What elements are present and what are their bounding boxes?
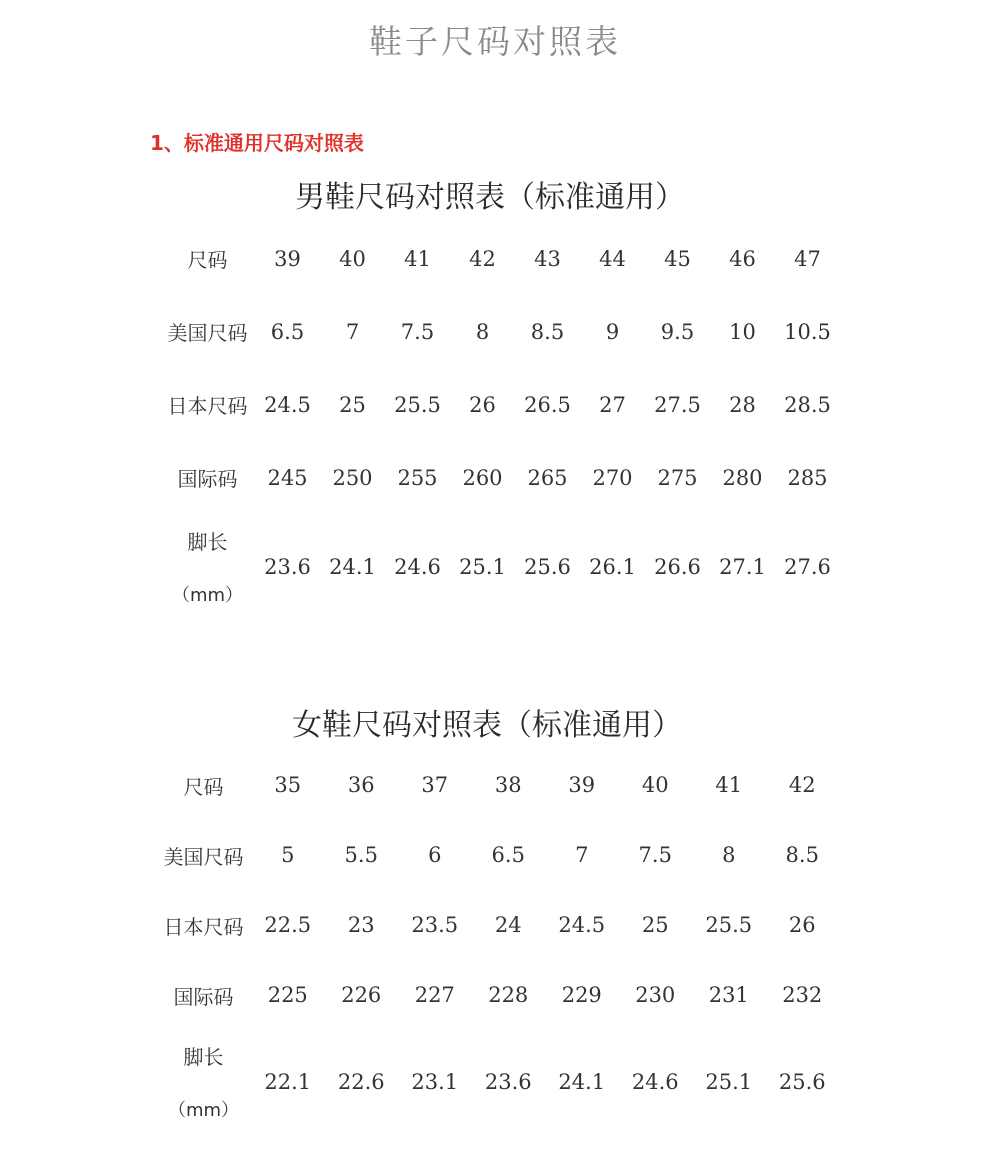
table-cell: 25.6 xyxy=(778,1069,826,1094)
table-cell: 23.1 xyxy=(411,1069,459,1094)
table-cell: 24.6 xyxy=(631,1069,679,1094)
table-cell: 37 xyxy=(421,773,449,797)
table-cell: 260 xyxy=(462,465,503,490)
section-heading: 1、标准通用尺码对照表 xyxy=(150,131,364,155)
row-label-text: 国际码 xyxy=(177,467,238,491)
table-cell: 25.1 xyxy=(705,1069,753,1094)
row-label xyxy=(156,750,251,820)
table-cell: 43 xyxy=(534,246,561,271)
table-cell: 245 xyxy=(267,465,308,490)
table-cell: 41 xyxy=(715,773,743,797)
row-label xyxy=(156,960,251,1030)
table-cell: 46 xyxy=(729,246,756,271)
table-cell: 8 xyxy=(475,319,490,344)
table-cell: 226 xyxy=(341,983,382,1007)
table-cell: 42 xyxy=(469,246,496,271)
table-cell: 230 xyxy=(635,983,676,1007)
table-cell: 39 xyxy=(274,246,301,271)
table-row xyxy=(156,890,839,960)
women-table-title: 女鞋尺码对照表（标准通用） xyxy=(292,708,682,743)
row-label xyxy=(156,820,251,890)
table-row xyxy=(160,222,840,295)
men-size-table xyxy=(160,222,840,619)
table-cell: 23.6 xyxy=(264,554,311,579)
page-title: 鞋子尺码对照表 xyxy=(369,22,621,61)
table-cell: 9.5 xyxy=(660,319,695,344)
table-cell: 26 xyxy=(788,913,816,937)
row-label-text: 美国尺码 xyxy=(167,321,248,345)
table-cell: 26 xyxy=(469,392,496,417)
table-row xyxy=(156,960,839,1030)
row-label-text: 尺码 xyxy=(183,774,224,799)
table-cell: 22.1 xyxy=(264,1069,312,1094)
row-label xyxy=(156,1030,251,1133)
women-size-table xyxy=(156,750,839,1133)
table-cell: 25.1 xyxy=(459,554,506,579)
table-cell: 231 xyxy=(708,983,749,1007)
table-cell: 24.5 xyxy=(558,913,606,937)
table-cell: 40 xyxy=(641,773,669,797)
table-cell: 227 xyxy=(414,983,455,1007)
table-cell: 232 xyxy=(782,983,823,1007)
table-row xyxy=(160,514,840,619)
table-cell: 39 xyxy=(568,773,596,797)
table-cell: 26.5 xyxy=(524,392,571,417)
table-cell: 23.6 xyxy=(484,1069,532,1094)
table-cell: 45 xyxy=(664,246,691,271)
table-cell: 7 xyxy=(345,319,360,344)
table-cell: 7.5 xyxy=(638,843,672,867)
table-cell: 26.1 xyxy=(589,554,636,579)
table-cell: 25 xyxy=(339,392,366,417)
table-cell: 228 xyxy=(488,983,529,1007)
table-cell: 229 xyxy=(561,983,602,1007)
table-cell: 250 xyxy=(332,465,373,490)
table-cell: 6.5 xyxy=(270,319,305,344)
row-label-text: 尺码 xyxy=(187,248,228,272)
table-cell: 7.5 xyxy=(400,319,435,344)
men-table-title: 男鞋尺码对照表（标准通用） xyxy=(295,180,685,215)
table-cell: 25.6 xyxy=(524,554,571,579)
row-label-text: 日本尺码 xyxy=(167,394,248,418)
table-cell: 5.5 xyxy=(344,843,378,867)
table-cell: 23 xyxy=(347,913,375,937)
table-row xyxy=(156,820,839,890)
table-row xyxy=(160,441,840,514)
table-cell: 25.5 xyxy=(394,392,441,417)
table-cell: 40 xyxy=(339,246,366,271)
table-cell: 25.5 xyxy=(705,913,753,937)
row-label xyxy=(160,295,255,368)
table-cell: 10 xyxy=(729,319,756,344)
table-cell: 280 xyxy=(722,465,763,490)
table-cell: 24 xyxy=(494,913,522,937)
table-cell: 27 xyxy=(599,392,626,417)
table-row xyxy=(160,295,840,368)
table-cell: 44 xyxy=(599,246,626,271)
row-label xyxy=(156,890,251,960)
table-cell: 26.6 xyxy=(654,554,701,579)
table-cell: 42 xyxy=(788,773,816,797)
table-cell: 23.5 xyxy=(411,913,459,937)
table-cell: 6.5 xyxy=(491,843,525,867)
table-cell: 27.6 xyxy=(784,554,831,579)
row-label xyxy=(160,368,255,441)
row-unit: （mm） xyxy=(171,585,244,606)
row-label-text: 日本尺码 xyxy=(163,914,244,939)
table-cell: 24.1 xyxy=(329,554,376,579)
table-cell: 265 xyxy=(527,465,568,490)
table-cell: 47 xyxy=(794,246,821,271)
row-unit: （mm） xyxy=(167,1100,240,1121)
table-cell: 8.5 xyxy=(530,319,565,344)
table-cell: 8.5 xyxy=(785,843,819,867)
row-label xyxy=(160,441,255,514)
table-cell: 24.6 xyxy=(394,554,441,579)
table-cell: 24.1 xyxy=(558,1069,606,1094)
table-cell: 28 xyxy=(729,392,756,417)
row-label xyxy=(160,222,255,295)
table-cell: 38 xyxy=(494,773,522,797)
table-cell: 9 xyxy=(605,319,620,344)
table-cell: 27.1 xyxy=(719,554,766,579)
table-cell: 7 xyxy=(575,843,589,867)
table-cell: 270 xyxy=(592,465,633,490)
table-cell: 225 xyxy=(267,983,308,1007)
table-cell: 36 xyxy=(347,773,375,797)
table-cell: 41 xyxy=(404,246,431,271)
table-cell: 5 xyxy=(281,843,295,867)
table-cell: 8 xyxy=(722,843,736,867)
row-label-text: 脚长 xyxy=(183,1045,224,1069)
table-cell: 22.5 xyxy=(264,913,312,937)
table-cell: 285 xyxy=(787,465,828,490)
table-cell: 22.6 xyxy=(337,1069,385,1094)
table-cell: 275 xyxy=(657,465,698,490)
table-cell: 35 xyxy=(274,773,302,797)
row-label-text: 美国尺码 xyxy=(163,844,244,869)
table-row xyxy=(156,750,839,820)
table-cell: 27.5 xyxy=(654,392,701,417)
table-row xyxy=(156,1030,839,1133)
table-cell: 10.5 xyxy=(784,319,831,344)
table-row xyxy=(160,368,840,441)
row-label xyxy=(160,514,255,619)
table-cell: 6 xyxy=(428,843,442,867)
table-cell: 25 xyxy=(641,913,669,937)
row-label-text: 国际码 xyxy=(173,984,234,1009)
table-cell: 24.5 xyxy=(264,392,311,417)
table-cell: 255 xyxy=(397,465,438,490)
table-cell: 28.5 xyxy=(784,392,831,417)
row-label-text: 脚长 xyxy=(187,530,228,554)
